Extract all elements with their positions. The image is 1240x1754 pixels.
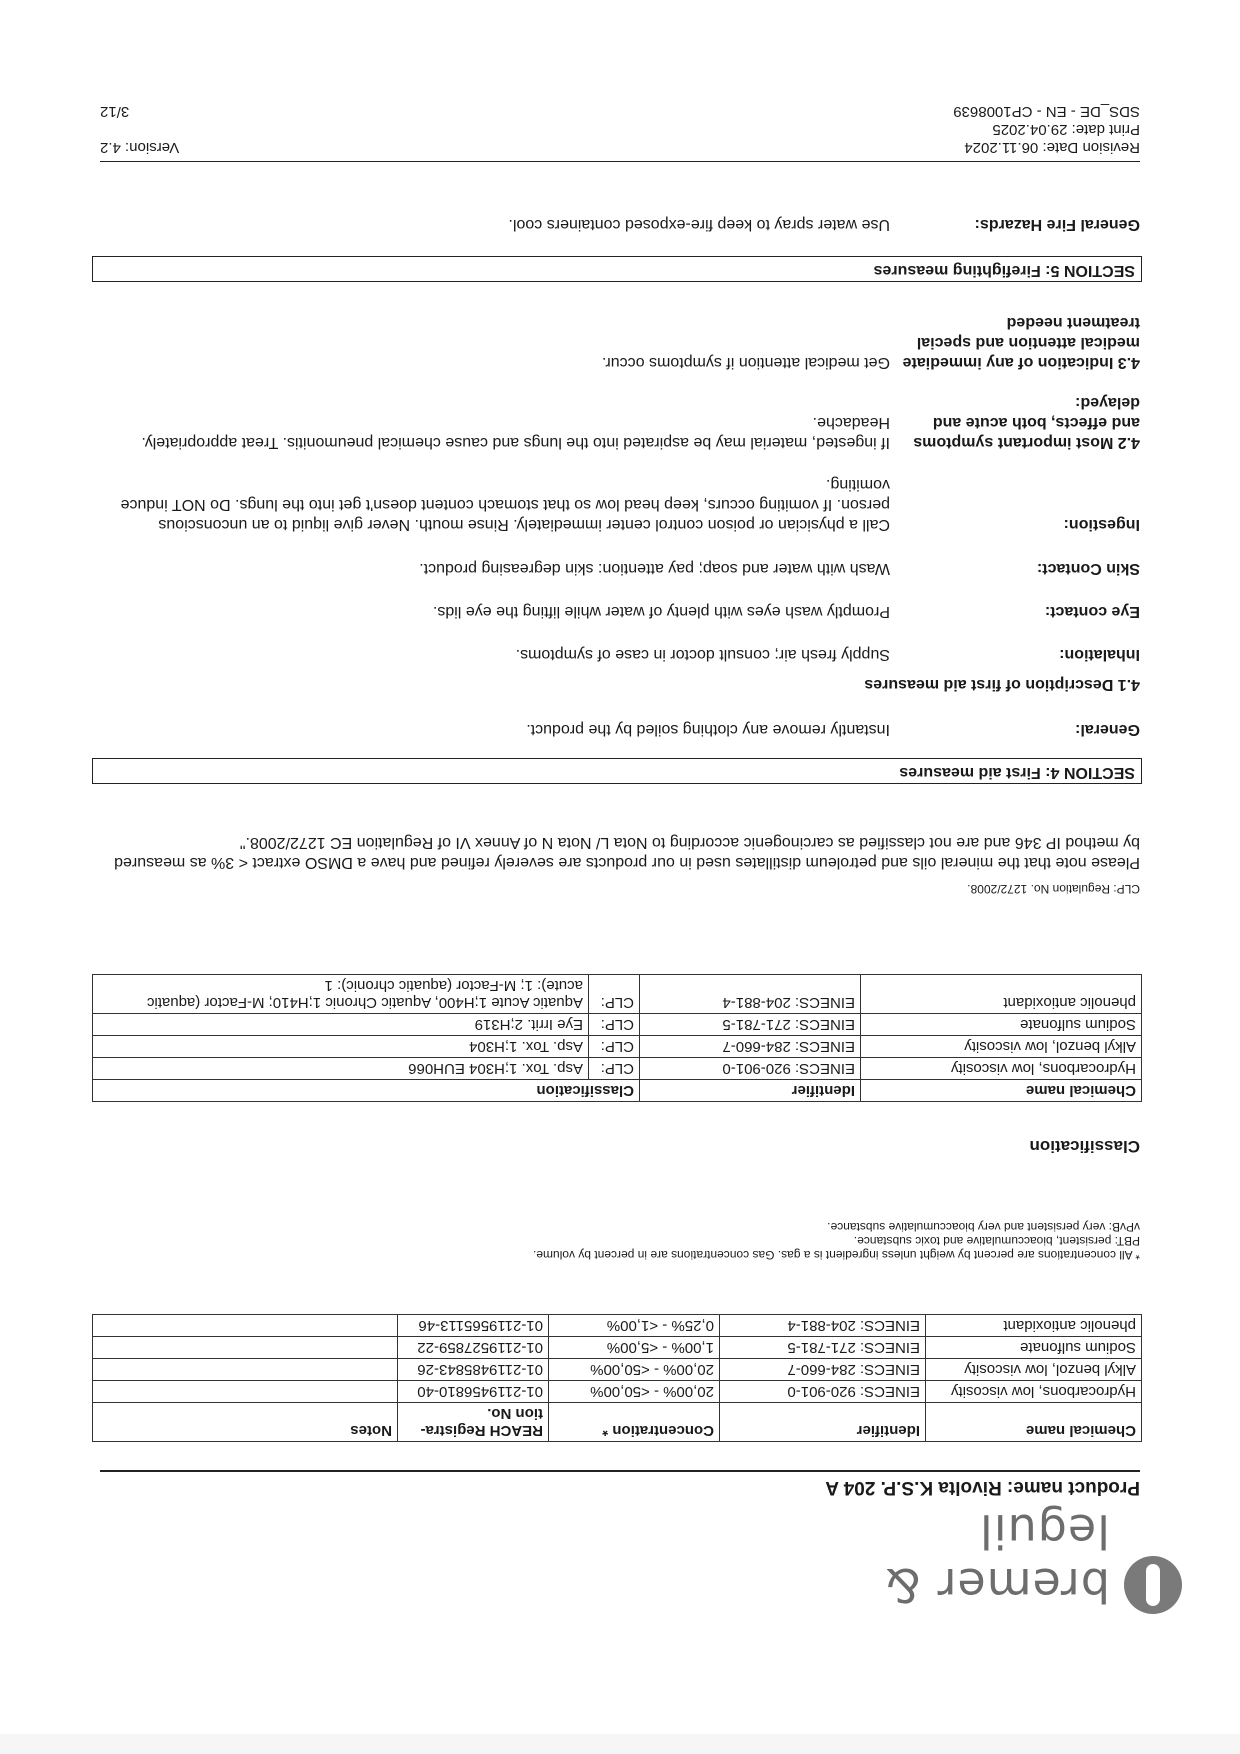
table-header-row [93, 1080, 1142, 1102]
table-row [93, 1315, 1142, 1337]
company-logo [782, 1504, 1182, 1614]
col-classification: Classification [93, 1080, 640, 1102]
inhalation-label: Inhalation: [1059, 646, 1140, 663]
clp-footnote: CLP: Regulation No. 1272/2008. [967, 882, 1140, 896]
fire-hazards-text: Use water spray to keep fire-exposed containers cool. [508, 216, 890, 233]
revision-date: Revision Date: 06.11.2024 [964, 139, 1140, 156]
cell: EINECS: 284-660-7 [640, 1036, 861, 1058]
cell: Asp. Tox. 1;H304 [93, 1036, 589, 1058]
cell: EINECS: 271-781-5 [640, 1014, 861, 1036]
cell: CLP: [589, 1058, 640, 1080]
composition-table [92, 1314, 1142, 1442]
skin-contact-label: Skin Contact: [1036, 560, 1140, 577]
cell: Sodium sulfonate [926, 1337, 1142, 1359]
table-row [93, 1359, 1142, 1381]
cell: 01-2119485843-26 [398, 1359, 549, 1381]
cell: EINECS: 920-901-0 [720, 1381, 926, 1403]
section5-header: SECTION 5: Firefighting measures [92, 256, 1142, 282]
fire-hazards-label: General Fire Hazards: [974, 216, 1140, 233]
subsection-4-1: 4.1 Description of first aid measures [864, 676, 1140, 693]
cell: Hydrocarbons, low viscosity [926, 1381, 1142, 1403]
table-row [93, 1014, 1142, 1036]
cell: Alkyl benzol, low viscosity [926, 1359, 1142, 1381]
col-chemical-name: Chemical name [861, 1080, 1142, 1102]
table-row [93, 1036, 1142, 1058]
version-number: Version: 4.2 [100, 139, 180, 156]
ingestion-text: Call a physician or poison control center immediately. Rinse mouth. Never give liquid to an unconscious person. If vomiting occurs, keep head low so that stomach content doesn't get into the lungs. Do NOT induce vomiting. [120, 476, 890, 533]
col-identifier: Identifier [720, 1403, 926, 1442]
logo-text: bremer & leguil [884, 1504, 1110, 1612]
logo-mark-icon [1124, 1556, 1182, 1614]
product-label: Product name: [1006, 1477, 1140, 1498]
eye-contact-label: Eye contact: [1044, 603, 1140, 620]
cell: Alkyl benzol, low viscosity [861, 1036, 1142, 1058]
cell: EINECS: 284-660-7 [720, 1359, 926, 1381]
subsection-4-3-text: Get medical attention if symptoms occur. [601, 354, 890, 371]
table-row [93, 1337, 1142, 1359]
subsection-4-3-label: 4.3 Indication of any immediate medical attention and special treatment needed [902, 314, 1140, 371]
classification-table [92, 974, 1142, 1102]
col-reach: REACH Registra-tion No. [398, 1403, 549, 1442]
note-concentration: * All concentrations are percent by weight unless ingredient is a gas. Gas concentrations are in percent by volume. [532, 1248, 1140, 1262]
cell: Eye Irrit. 2;H319 [93, 1014, 589, 1036]
product-name: Rivolta K.S.P. 204 A [825, 1477, 1002, 1498]
product-name-line [825, 1476, 1140, 1498]
cell [93, 1337, 398, 1359]
general-label: General: [1075, 721, 1140, 738]
cell [93, 1381, 398, 1403]
composition-notes [100, 1220, 1140, 1262]
page-number: 3/12 [100, 103, 130, 120]
cell: 20,00% - <50,00% [549, 1381, 720, 1403]
cell: phenolic antioxidant [926, 1315, 1142, 1337]
col-notes: Notes [93, 1403, 398, 1442]
note-pbt: PBT: persistent, bioaccumulative and toxic substance. [853, 1234, 1140, 1248]
skin-contact-text: Wash with water and soap; pay attention: skin degreasing product. [419, 560, 890, 577]
cell: 01-2119565113-46 [398, 1315, 549, 1337]
table-row [93, 1058, 1142, 1080]
cell: Asp. Tox. 1;H304 EUH066 [93, 1058, 589, 1080]
section4-header: SECTION 4: First aid measures [92, 758, 1142, 784]
col-identifier: Identifier [640, 1080, 861, 1102]
subsection-4-2-label: 4.2 Most important symptoms and effects, both acute and delayed: [913, 394, 1140, 451]
cell: 0,25% - <1,00% [549, 1315, 720, 1337]
cell: 01-2119456810-40 [398, 1381, 549, 1403]
cell: 1,00% - <5,00% [549, 1337, 720, 1359]
cell: phenolic antioxidant [861, 975, 1142, 1014]
classification-heading: Classification [1029, 1137, 1140, 1156]
print-date: Print date: 29.04.2025 [992, 121, 1140, 138]
cell: EINECS: 204-881-4 [640, 975, 861, 1014]
cell: CLP: [589, 975, 640, 1014]
footer-left [953, 102, 1140, 156]
mineral-oil-remark: Please note that the mineral oils and petroleum distillates used in our products are severely refined and have a DMSO extract < 3% as measured by method IP 346 and are not classified as carcinogenic according to Nota L/ Nota N of Annex VI of Regulation EC 1272/2008." [114, 834, 1140, 871]
subsection-4-2-text: If ingested, material may be aspirated into the lungs and cause chemical pneumonitis. Treat appropriately. Headache. [141, 414, 890, 451]
cell: EINECS: 204-881-4 [720, 1315, 926, 1337]
table-header-row [93, 1403, 1142, 1442]
footer-right [100, 102, 340, 156]
inhalation-text: Supply fresh air; consult doctor in case of symptoms. [515, 646, 890, 663]
col-concentration: Concentration * [549, 1403, 720, 1442]
table-row [93, 1381, 1142, 1403]
cell: EINECS: 920-901-0 [640, 1058, 861, 1080]
cell: Hydrocarbons, low viscosity [861, 1058, 1142, 1080]
eye-contact-text: Promptly wash eyes with plenty of water while lifting the eye lids. [432, 603, 890, 620]
cell: Aquatic Acute 1;H400, Aquatic Chronic 1;H410; M-Factor (aquatic acute): 1; M-Factor (aquatic chronic): 1 [93, 975, 589, 1014]
cell: 20,00% - <50,00% [549, 1359, 720, 1381]
cell [93, 1315, 398, 1337]
table-row [93, 975, 1142, 1014]
cell: EINECS: 271-781-5 [720, 1337, 926, 1359]
cell: 01-2119527859-22 [398, 1337, 549, 1359]
cell: CLP: [589, 1014, 640, 1036]
col-chemical-name: Chemical name [926, 1403, 1142, 1442]
cell [93, 1359, 398, 1381]
general-text: Instantly remove any clothing soiled by the product. [526, 721, 890, 738]
cell: CLP: [589, 1036, 640, 1058]
cell: Sodium sulfonate [861, 1014, 1142, 1036]
document-id: SDS_DE - EN - CP1008639 [953, 103, 1140, 120]
note-vpvb: vPvB: very persistent and very bioaccumulative substance. [827, 1220, 1140, 1234]
footer-divider [100, 161, 1140, 162]
divider [100, 1470, 1140, 1472]
ingestion-label: Ingestion: [1063, 516, 1140, 533]
